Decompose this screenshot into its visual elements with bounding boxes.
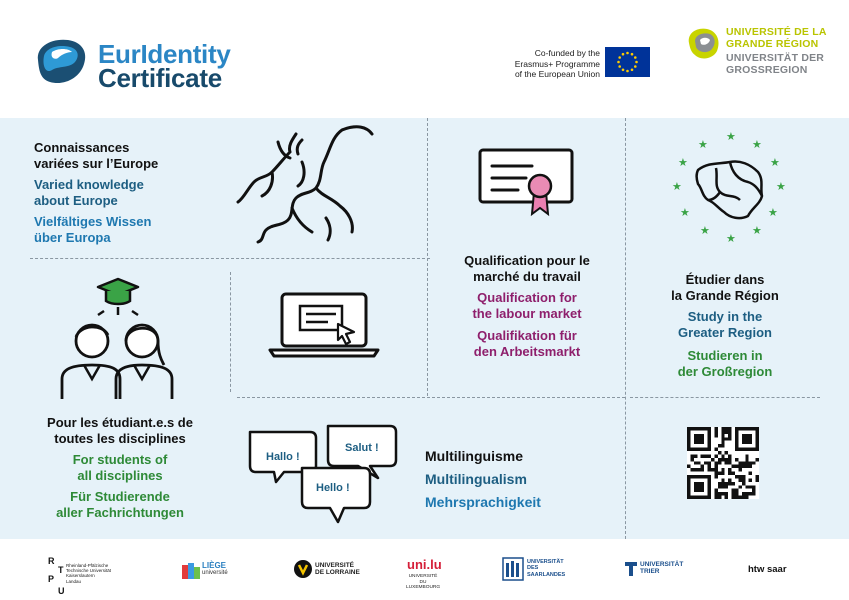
divider	[630, 397, 820, 398]
certificate-icon	[478, 148, 574, 220]
svg-text:★: ★	[770, 156, 780, 169]
erasmus-line1: Co-funded by the	[534, 48, 600, 58]
unilu-line1: UNIVERSITÉ DU	[408, 574, 438, 585]
trier-line2: TRIER	[640, 568, 660, 576]
svg-text:★: ★	[680, 206, 690, 219]
lorraine-logo-icon	[293, 559, 313, 579]
students-de-line1: Für Studierende	[70, 489, 170, 505]
region-text	[630, 272, 820, 380]
erasmus-line3: of the European Union	[514, 69, 600, 80]
europe-en-line2: about Europe	[34, 192, 118, 208]
erasmus-line2: Erasmus+ Programme	[514, 58, 600, 69]
qr-code[interactable]	[687, 427, 759, 499]
europe-fr-line2: variées sur l’Europe	[34, 155, 159, 171]
trier-text	[640, 561, 683, 576]
ugr-de-line1: UNIVERSITÄT DER	[726, 52, 825, 64]
rptu-text	[66, 563, 126, 584]
svg-text:★: ★	[752, 224, 762, 237]
svg-text:★: ★	[752, 138, 762, 151]
rptu-text-line: Kaiserslautern	[66, 573, 95, 579]
europe-de-line1: Vielfältiges Wissen	[34, 214, 152, 230]
saar-line3: SAARLANDES	[527, 571, 566, 578]
liege-text1: LIÈGE	[202, 561, 227, 570]
euridentity-logo-icon	[30, 36, 90, 86]
header	[0, 0, 849, 118]
europe-map-icon	[232, 122, 382, 247]
labour-fr-line2: marché du travail	[473, 268, 581, 284]
unilu-text	[406, 574, 440, 591]
ugr-fr-line2: GRANDE RÉGION	[726, 38, 819, 50]
unilu-logo: uni.lu	[407, 557, 442, 572]
rptu-text-line: Rheinland-Pfälzische	[66, 563, 109, 568]
multi-fr: Multilinguisme	[425, 448, 523, 464]
saarland-logo-icon	[502, 557, 524, 581]
rptu-letter-r: R	[48, 556, 55, 566]
trier-line1: UNIVERSITÄT	[640, 561, 684, 568]
svg-text:★: ★	[698, 138, 708, 151]
europe-de-line2: über Europa	[34, 229, 111, 245]
rptu-text-line: Technische Universität	[66, 568, 112, 574]
labour-fr-line1: Qualification pour le	[464, 253, 590, 268]
bubble-hallo: Hallo !	[266, 451, 300, 463]
greater-region-map-icon	[668, 128, 792, 246]
htw-saar-logo: htw saar	[748, 564, 787, 575]
liege-text2: université	[202, 570, 228, 576]
students-fr-line1: Pour les étudiant.e.s de	[47, 415, 193, 430]
labour-de-line2: den Arbeitsmarkt	[473, 343, 581, 359]
students-fr-line2: toutes les disciplines	[54, 430, 186, 446]
multi-de: Mehrsprachigkeit	[425, 493, 541, 510]
svg-text:★: ★	[726, 232, 736, 245]
students-en-line2: all disciplines	[77, 467, 163, 483]
rptu-letter-p: P	[48, 574, 55, 584]
bubble-hello: Hello !	[316, 482, 350, 494]
svg-text:★: ★	[768, 206, 778, 219]
students-icon	[58, 275, 178, 403]
labour-en-line1: Qualification for	[477, 290, 577, 306]
eu-flag-icon	[605, 47, 650, 77]
bubble-salut: Salut !	[345, 442, 379, 454]
laptop-icon	[268, 290, 380, 360]
students-de-line2: aller Fachrichtungen	[56, 504, 184, 520]
brand-title-line1: EurIdentity	[98, 39, 231, 69]
saar-line2: DES	[527, 565, 539, 572]
partner-logos	[0, 539, 849, 600]
region-de-line2: der Großregion	[677, 363, 773, 379]
divider	[30, 258, 430, 259]
lorraine-line1: UNIVERSITÉ	[315, 562, 355, 569]
region-de-line1: Studieren in	[687, 348, 763, 364]
saarland-text	[527, 559, 565, 578]
divider	[427, 118, 428, 396]
labour-text	[432, 253, 622, 360]
multi-en: Multilingualism	[425, 470, 527, 487]
svg-text:★: ★	[672, 180, 682, 193]
erasmus-text	[490, 48, 600, 80]
svg-text:★: ★	[776, 180, 786, 193]
region-en-line2: Greater Region	[678, 324, 772, 340]
europe-text	[34, 140, 158, 246]
lorraine-text	[315, 562, 360, 577]
divider	[230, 272, 231, 392]
divider	[625, 118, 626, 539]
students-text	[20, 415, 220, 521]
svg-text:★: ★	[678, 156, 688, 169]
ugr-de-line2: GROSSREGION	[726, 64, 808, 76]
svg-text:★: ★	[726, 130, 736, 143]
brand-title-line2: Certificate	[98, 63, 222, 93]
unilu-line2: LUXEMBOURG	[406, 585, 441, 591]
students-en-line1: For students of	[72, 452, 168, 468]
speech-bubbles-icon	[244, 424, 404, 528]
rptu-text-line: Landau	[66, 578, 82, 584]
region-en-line1: Study in the	[687, 309, 763, 325]
ugr-logo-icon	[683, 25, 723, 65]
rptu-letter-u: U	[58, 586, 65, 596]
ugr-fr-line1: UNIVERSITÉ DE LA	[726, 26, 827, 38]
region-fr-line1: Étudier dans	[685, 272, 765, 287]
trier-logo-icon	[625, 562, 637, 576]
europe-fr-line1: Connaissances	[34, 140, 130, 155]
saar-line1: UNIVERSITÄT	[527, 559, 564, 565]
lorraine-line2: DE LORRAINE	[315, 569, 360, 577]
divider	[237, 397, 625, 398]
labour-de-line1: Qualifikation für	[477, 328, 577, 344]
liege-logo-icon	[182, 561, 200, 579]
multi-text	[425, 447, 541, 512]
rptu-letter-t: T	[58, 565, 64, 575]
svg-text:★: ★	[700, 224, 710, 237]
labour-en-line2: the labour market	[472, 305, 582, 321]
europe-en-line1: Varied knowledge	[34, 177, 144, 193]
region-fr-line2: la Grande Région	[671, 287, 779, 303]
